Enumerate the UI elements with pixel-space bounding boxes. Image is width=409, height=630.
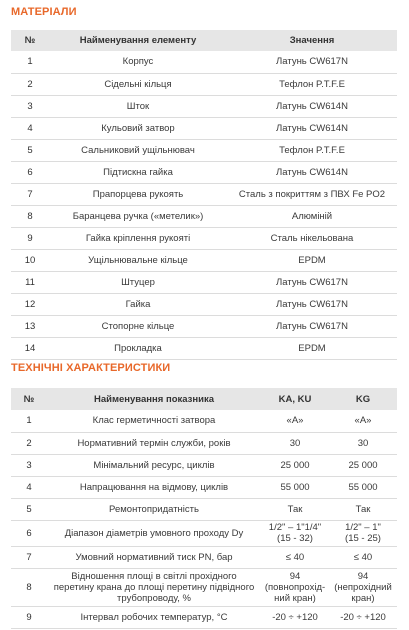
table-row: [11, 161, 397, 183]
cell-ka-ku: 30: [261, 432, 329, 454]
cell-num: 6: [11, 520, 47, 546]
cell-indicator-name: Умовний нормативний тиск PN, бар: [47, 546, 261, 568]
cell-num: 9: [11, 227, 49, 249]
cell-kg: 1/2" – 1" (15 - 25): [329, 520, 397, 546]
table-row: [11, 337, 397, 359]
cell-indicator-name: Напрацювання на відмову, циклів: [47, 476, 261, 498]
cell-kg: 94 (непрохідний кран): [329, 568, 397, 606]
cell-value: Латунь CW617N: [227, 271, 397, 293]
table-row: [11, 293, 397, 315]
cell-kg: Так: [329, 498, 397, 520]
cell-ka-ku: ≤ 40: [261, 546, 329, 568]
cell-num: 9: [11, 606, 47, 628]
materials-header-name: Найменування елементу: [49, 30, 227, 51]
cell-num: 13: [11, 315, 49, 337]
cell-indicator-name: Відношення площі в світлі прохідного перетину крана до площі перетину підвідного трубопроводу, %: [47, 568, 261, 606]
cell-num: 11: [11, 271, 49, 293]
table-row: [11, 139, 397, 161]
table-row: [11, 568, 397, 606]
cell-ka-ku: 94 (повнопрохід- ний кран): [261, 568, 329, 606]
cell-ka-ku: -20 ÷ +120: [261, 606, 329, 628]
cell-num: 3: [11, 454, 47, 476]
cell-kg: 25 000: [329, 454, 397, 476]
cell-value: Сталь з покриттям з ПВХ Fe PO2: [227, 183, 397, 205]
cell-num: 1: [11, 410, 47, 432]
cell-value: Латунь CW614N: [227, 161, 397, 183]
cell-element-name: Підтискна гайка: [49, 161, 227, 183]
table-row: [11, 249, 397, 271]
cell-element-name: Сідельні кільця: [49, 73, 227, 95]
cell-num: 2: [11, 73, 49, 95]
specs-header-name: Найменування показника: [47, 388, 261, 410]
cell-value: EPDM: [227, 337, 397, 359]
specs-header-num: №: [11, 388, 47, 410]
cell-element-name: Прапорцева рукоять: [49, 183, 227, 205]
cell-value: Алюміній: [227, 205, 397, 227]
cell-element-name: Гайка кріплення рукояті: [49, 227, 227, 249]
table-row: [11, 73, 397, 95]
table-row: [11, 315, 397, 337]
cell-element-name: Штуцер: [49, 271, 227, 293]
cell-ka-ku: 25 000: [261, 454, 329, 476]
materials-header-value: Значення: [227, 30, 397, 51]
cell-ka-ku: Так: [261, 498, 329, 520]
specs-title: ТЕХНІЧНІ ХАРАКТЕРИСТИКИ: [11, 362, 171, 374]
table-row: [11, 546, 397, 568]
cell-value: Тефлон P.T.F.E: [227, 73, 397, 95]
table-row: [11, 454, 397, 476]
table-row: [11, 498, 397, 520]
cell-num: 8: [11, 205, 49, 227]
cell-kg: ≤ 40: [329, 546, 397, 568]
table-row: [11, 227, 397, 249]
table-row: [11, 432, 397, 454]
cell-element-name: Шток: [49, 95, 227, 117]
table-row: [11, 520, 397, 546]
cell-value: Латунь CW617N: [227, 51, 397, 73]
table-row: [11, 606, 397, 628]
cell-value: Латунь CW614N: [227, 117, 397, 139]
cell-value: Латунь CW617N: [227, 293, 397, 315]
specs-header-ka-ku: KA, KU: [261, 388, 329, 410]
cell-num: 14: [11, 337, 49, 359]
cell-num: 4: [11, 117, 49, 139]
cell-num: 7: [11, 546, 47, 568]
cell-value: Сталь нікельована: [227, 227, 397, 249]
cell-num: 2: [11, 432, 47, 454]
cell-kg: -20 ÷ +120: [329, 606, 397, 628]
cell-value: Латунь CW614N: [227, 95, 397, 117]
cell-num: 7: [11, 183, 49, 205]
table-row: [11, 205, 397, 227]
cell-ka-ku: 1/2" – 1"1/4" (15 - 32): [261, 520, 329, 546]
cell-indicator-name: Інтервал робочих температур, °С: [47, 606, 261, 628]
cell-value: Тефлон P.T.F.E: [227, 139, 397, 161]
cell-num: 6: [11, 161, 49, 183]
cell-indicator-name: Ремонтопридатність: [47, 498, 261, 520]
cell-kg: 30: [329, 432, 397, 454]
cell-element-name: Кульовий затвор: [49, 117, 227, 139]
materials-title: МАТЕРІАЛИ: [11, 6, 77, 18]
cell-num: 4: [11, 476, 47, 498]
materials-table: [11, 30, 397, 360]
cell-kg: 55 000: [329, 476, 397, 498]
table-row: [11, 410, 397, 432]
specs-header-kg: KG: [329, 388, 397, 410]
cell-indicator-name: Клас герметичності затвора: [47, 410, 261, 432]
cell-element-name: Ущільнювальне кільце: [49, 249, 227, 271]
cell-element-name: Сальниковий ущільнювач: [49, 139, 227, 161]
materials-header-num: №: [11, 30, 49, 51]
cell-num: 3: [11, 95, 49, 117]
cell-kg: «А»: [329, 410, 397, 432]
cell-ka-ku: 55 000: [261, 476, 329, 498]
cell-element-name: Прокладка: [49, 337, 227, 359]
cell-value: Латунь CW617N: [227, 315, 397, 337]
cell-value: EPDM: [227, 249, 397, 271]
cell-indicator-name: Діапазон діаметрів умовного проходу Dy: [47, 520, 261, 546]
table-row: [11, 271, 397, 293]
cell-num: 5: [11, 498, 47, 520]
table-row: [11, 117, 397, 139]
cell-indicator-name: Мінімальний ресурс, циклів: [47, 454, 261, 476]
cell-element-name: Корпус: [49, 51, 227, 73]
cell-element-name: Стопорне кільце: [49, 315, 227, 337]
table-row: [11, 476, 397, 498]
table-row: [11, 183, 397, 205]
cell-ka-ku: «А»: [261, 410, 329, 432]
cell-num: 12: [11, 293, 49, 315]
cell-num: 5: [11, 139, 49, 161]
cell-indicator-name: Нормативний термін служби, років: [47, 432, 261, 454]
specs-table: [11, 388, 397, 629]
table-row: [11, 51, 397, 73]
table-row: [11, 95, 397, 117]
cell-element-name: Баранцева ручка («метелик»): [49, 205, 227, 227]
cell-element-name: Гайка: [49, 293, 227, 315]
cell-num: 1: [11, 51, 49, 73]
cell-num: 8: [11, 568, 47, 606]
cell-num: 10: [11, 249, 49, 271]
